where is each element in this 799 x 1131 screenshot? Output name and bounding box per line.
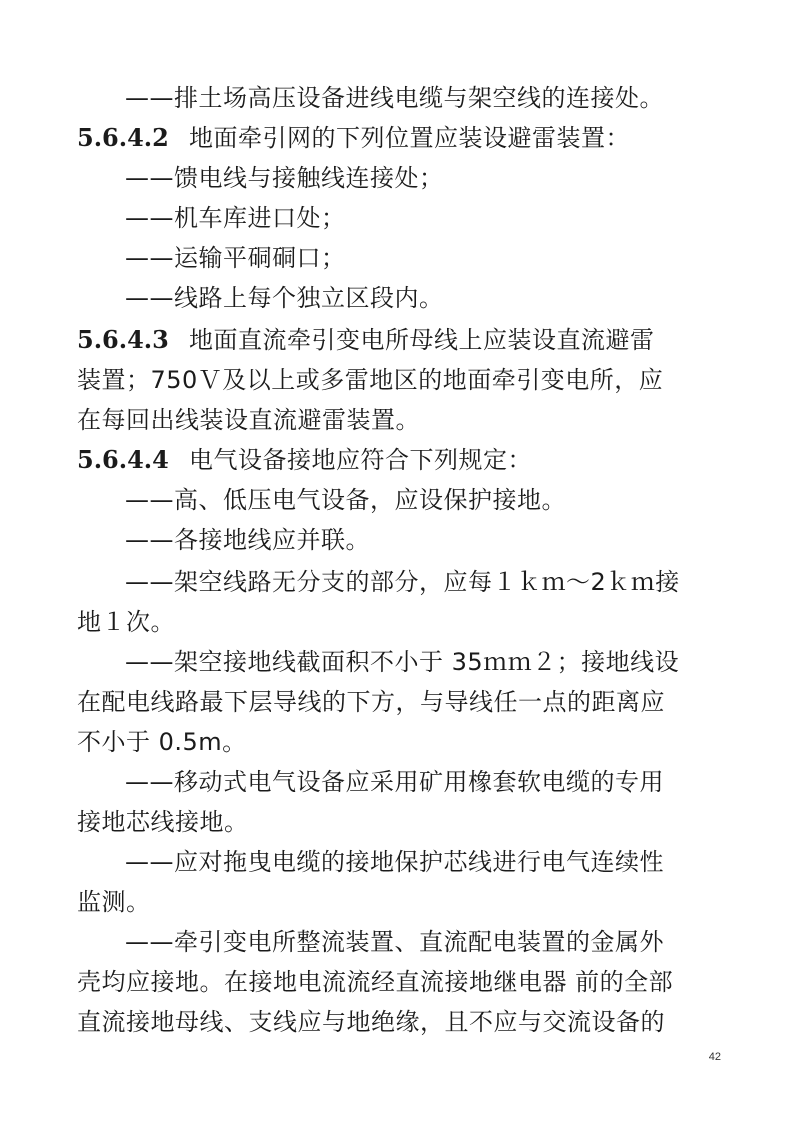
text-line: ——移动式电气设备应采用矿用橡套软电缆的专用 [125,768,664,796]
text-line: ——牵引变电所整流装置、直流配电装置的金属外 [125,928,664,956]
page-number: 42 [708,1051,721,1063]
clause-number: 5.6.4.4 [77,445,169,474]
text-line: ——运输平硐硐口； [125,244,346,272]
text-line: 地１次。 [77,608,175,636]
text-line: 装置；750Ｖ及以上或多雷地区的地面牵引变电所，应 [77,366,664,394]
text-line: 壳均应接地。在接地电流流经直流接地继电器 前的全部 [77,968,674,996]
text-line: ——机车库进口处； [125,204,346,232]
text-line: ——线路上每个独立区段内。 [125,284,444,312]
text-line: ——应对拖曳电缆的接地保护芯线进行电气连续性 [125,848,664,876]
text-line: 直流接地母线、支线应与地绝缘，且不应与交流设备的 [77,1008,665,1036]
clause-5-6-4-4 [77,440,727,480]
clause-number: 5.6.4.3 [77,325,169,354]
clause-number: 5.6.4.2 [77,123,169,152]
text-line: ——架空接地线截面积不小于 35ｍｍ２；接地线设 [125,648,680,676]
text-line: ——架空线路无分支的部分，应每１ｋｍ～2ｋｍ接 [125,568,680,596]
text-line: ——高、低压电气设备，应设保护接地。 [125,486,566,514]
text-line: ——各接地线应并联。 [125,526,370,554]
text-line: 接地芯线接地。 [77,808,249,836]
text-line: 监测。 [77,888,151,916]
text-line: 在每回出线装设直流避雷装置。 [77,406,420,434]
clause-text: 地面牵引网的下列位置应装设避雷装置： [189,124,630,152]
clause-text: 地面直流牵引变电所母线上应装设直流避雷 [189,326,655,354]
clause-5-6-4-2 [77,118,727,158]
text-line: 在配电线路最下层导线的下方，与导线任一点的距离应 [77,688,665,716]
clause-5-6-4-3 [77,320,727,360]
text-line: 不小于 0.5m。 [77,728,247,756]
clause-text: 电气设备接地应符合下列规定： [189,446,532,474]
text-line: ——排土场高压设备进线电缆与架空线的连接处。 [125,84,664,112]
text-line: ——馈电线与接触线连接处； [125,164,444,192]
